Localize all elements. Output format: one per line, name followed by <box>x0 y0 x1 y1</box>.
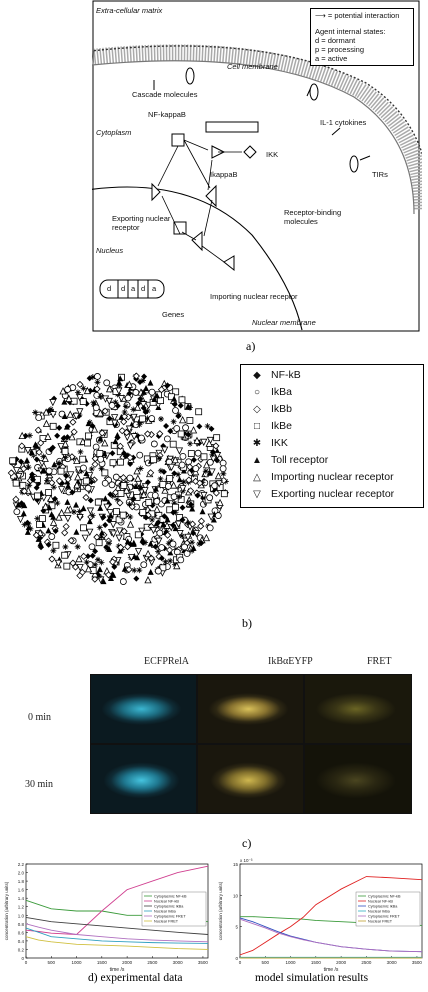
cell-membrane-label: Cell membrane <box>227 62 278 71</box>
agent-glyph <box>125 395 131 401</box>
image-eyfp-30min <box>198 745 303 813</box>
agent-glyph <box>92 461 98 467</box>
agent-glyph <box>165 483 171 489</box>
x-tick-label: 500 <box>47 960 56 965</box>
experimental-chart <box>0 856 214 974</box>
agent-glyph <box>45 527 51 533</box>
legend-symbol-icon: ▲ <box>252 455 262 466</box>
legend-label: Nuclear FRET <box>154 919 179 924</box>
agent-glyph <box>177 476 183 482</box>
agent-glyph <box>141 374 147 380</box>
legend-text: NF-kB <box>271 369 301 381</box>
agent-glyph <box>213 443 219 449</box>
agent-glyph <box>102 480 108 486</box>
nfkb-label: NF-kappaB <box>148 110 186 119</box>
col-header-fret: FRET <box>367 656 392 667</box>
agent-glyph <box>145 551 151 557</box>
agent-glyph <box>108 512 114 518</box>
agent-glyph <box>149 389 155 395</box>
legend-state-processing: p = processing <box>315 45 364 54</box>
agent-glyph <box>26 482 32 488</box>
agent-glyph <box>97 450 103 456</box>
agent-glyph <box>80 525 86 531</box>
microscopy-grid <box>90 674 412 814</box>
agent-glyph <box>20 482 26 488</box>
agent-glyph <box>85 440 91 446</box>
legend-label: Cytoplasmic NF-kB <box>154 894 187 899</box>
agent-glyph <box>50 423 56 429</box>
agent-glyph <box>118 491 124 497</box>
agent-glyph <box>70 419 76 425</box>
image-ecfp-0min <box>91 675 196 743</box>
legend-label: Cytoplasmic FRET <box>154 914 186 919</box>
agent-scatter <box>4 364 234 594</box>
legend-row <box>249 386 292 398</box>
agent-glyph <box>39 516 45 522</box>
x-tick-label: 1500 <box>96 960 107 965</box>
legend-text: IKK <box>271 437 288 449</box>
agent-glyph <box>167 558 173 564</box>
ikappab-label: IkappaB <box>210 170 238 179</box>
cytoplasm-label: Cytoplasm <box>96 128 132 137</box>
legend-symbol-icon: ✱ <box>252 438 262 449</box>
y-tick-label: 0.4 <box>17 938 24 944</box>
y-tick-label: 1.4 <box>17 896 24 902</box>
gene-cell-3: a <box>131 284 136 293</box>
agent-glyph <box>138 435 144 441</box>
agent-glyph <box>43 421 49 427</box>
agent-glyph <box>83 478 89 484</box>
gene-cell-4: d <box>141 284 146 293</box>
panel-b <box>0 356 428 596</box>
panel-c <box>0 648 428 838</box>
legend-state-active: a = active <box>315 54 348 63</box>
x-tick-label: 2000 <box>336 960 347 965</box>
row-label-30min: 30 min <box>25 779 54 790</box>
agent-glyph <box>73 529 79 535</box>
agent-glyph <box>137 452 143 458</box>
agent-glyph <box>109 450 115 456</box>
agent-glyph <box>207 495 213 501</box>
agent-glyph <box>203 535 209 541</box>
agent-glyph <box>149 415 155 421</box>
agent-glyph <box>56 425 62 431</box>
ecm-label: Extra-cellular matrix <box>96 6 163 15</box>
agent-glyph <box>62 552 68 558</box>
agent-glyph <box>172 504 178 510</box>
cascade-label: Cascade molecules <box>132 90 198 99</box>
agent-glyph <box>13 496 19 502</box>
agent-glyph <box>64 563 70 569</box>
legend-symbol-icon: △ <box>253 472 261 483</box>
agent-glyph <box>214 435 220 441</box>
agent-glyph <box>176 448 182 454</box>
y-tick-label: 10 <box>232 893 238 899</box>
agent-glyph <box>207 525 213 531</box>
panel-a-label: a) <box>246 339 256 353</box>
agent-glyph <box>62 544 68 550</box>
y-tick-label: 0.6 <box>17 930 24 936</box>
agent-glyph <box>215 513 221 519</box>
importing-label: Importing nuclear receptor <box>210 292 298 301</box>
agent-glyph <box>113 509 119 515</box>
agent-glyph <box>110 460 116 466</box>
rbm-label-2: molecules <box>284 217 318 226</box>
agent-glyph <box>36 521 42 527</box>
agent-glyph <box>178 403 184 409</box>
x-axis-label: time /s <box>323 967 339 973</box>
agent-glyph <box>178 431 184 437</box>
agent-glyph <box>34 457 40 463</box>
legend-row <box>249 454 328 466</box>
x-tick-label: 2500 <box>361 960 372 965</box>
image-fret-0min <box>305 675 411 743</box>
agent-glyph <box>133 576 139 582</box>
y-tick-label: 1.6 <box>17 887 24 893</box>
agent-glyph <box>136 548 142 554</box>
agent-glyph <box>221 491 227 497</box>
legend-label: Nuclear NF-kB <box>154 899 179 904</box>
y-tick-label: 2.2 <box>17 862 24 867</box>
agent-glyph <box>85 485 91 491</box>
agent-glyph <box>75 474 81 480</box>
agent-glyph <box>187 417 193 423</box>
agent-glyph <box>188 451 194 457</box>
agent-glyph <box>80 465 86 471</box>
agent-glyph <box>155 568 161 574</box>
agent-glyph <box>120 579 126 585</box>
agent-glyph <box>170 541 176 547</box>
agent-glyph <box>64 499 70 505</box>
ikk-label: IKK <box>266 150 279 159</box>
agent-glyph <box>10 458 16 464</box>
agent-glyph <box>186 459 192 465</box>
agent-glyph <box>151 441 157 447</box>
x-tick-label: 3500 <box>197 960 208 965</box>
agent-glyph <box>139 416 145 422</box>
exporting-label-1: Exporting nuclear <box>112 214 171 223</box>
legend-symbol-icon: ◆ <box>253 370 261 381</box>
agent-glyph <box>195 450 201 456</box>
x-tick-label: 3000 <box>172 960 183 965</box>
agent-glyph <box>130 407 136 413</box>
agent-glyph <box>182 544 188 550</box>
agent-glyph <box>135 475 141 481</box>
agent-glyph <box>189 539 195 545</box>
y-tick-label: 15 <box>232 862 238 867</box>
panel-a <box>92 0 422 334</box>
caption-experimental: d) experimental data <box>88 972 183 984</box>
agent-glyph <box>179 397 185 403</box>
agent-glyph <box>102 522 108 528</box>
agent-glyph <box>49 511 55 517</box>
agent-glyph <box>98 456 104 462</box>
agent-glyph <box>63 524 69 530</box>
y-axis-label: concentration (arbitrary units) <box>4 881 9 941</box>
agent-glyph <box>180 505 186 511</box>
agent-glyph <box>73 502 79 508</box>
agent-glyph <box>198 518 204 524</box>
y-tick-label: 1.2 <box>17 904 24 910</box>
agent-glyph <box>135 532 141 538</box>
agent-glyph <box>158 476 164 482</box>
agent-glyph <box>183 425 189 431</box>
agent-glyph <box>116 535 122 541</box>
agent-glyph <box>196 423 202 429</box>
agent-glyph <box>95 557 101 563</box>
image-eyfp-0min <box>198 675 303 743</box>
agent-glyph <box>93 405 99 411</box>
agent-glyph <box>164 436 170 442</box>
agent-glyph <box>200 508 206 514</box>
col-header-ecfp: ECFPRelA <box>144 656 190 667</box>
agent-glyph <box>179 462 185 468</box>
agent-glyph <box>85 433 91 439</box>
agent-glyph <box>143 385 149 391</box>
nucleus-label: Nucleus <box>96 246 124 255</box>
agent-glyph <box>198 523 204 529</box>
legend-label: Cytoplasmic NF-kB <box>368 894 401 899</box>
agent-glyph <box>113 474 119 480</box>
agent-glyph <box>81 505 87 511</box>
y-axis-label: concentration (arbitrary units) <box>218 881 223 941</box>
y-tick-label: 2.0 <box>17 870 24 876</box>
legend-label: Cytoplasmic FRET <box>368 914 400 919</box>
agent-glyph <box>187 441 193 447</box>
panel-b-label: b) <box>242 616 252 630</box>
agent-glyph <box>160 481 166 487</box>
agent-glyph <box>50 548 56 554</box>
agent-glyph <box>82 535 88 541</box>
agent-glyph <box>131 567 137 573</box>
row-label-0min: 0 min <box>28 712 52 723</box>
agent-glyph <box>180 417 186 423</box>
agent-glyph <box>18 516 24 522</box>
agent-glyph <box>96 540 102 546</box>
col-header-eyfp: IkBαEYFP <box>268 656 313 667</box>
x-tick-label: 1000 <box>285 960 296 965</box>
agent-glyph <box>78 449 84 455</box>
agent-glyph <box>75 544 81 550</box>
legend-text: Importing nuclear receptor <box>271 471 394 483</box>
rbm-label-1: Receptor-binding <box>284 208 342 217</box>
legend-row <box>249 369 301 381</box>
legend-label: Nuclear NF-kB <box>368 899 393 904</box>
agent-glyph <box>36 415 42 421</box>
legend-arrow-text: = potential interaction <box>327 11 400 20</box>
y-tick-label: 0.2 <box>17 947 24 953</box>
x-tick-label: 0 <box>24 960 28 965</box>
agent-glyph <box>127 475 133 481</box>
agent-glyph <box>109 482 115 488</box>
agent-glyph <box>65 516 71 522</box>
y-tick-label: 1.8 <box>17 879 24 885</box>
legend-symbol-icon: ○ <box>253 387 261 398</box>
agent-glyph <box>83 494 89 500</box>
x-axis-label: time /s <box>109 967 125 973</box>
agent-glyph <box>89 466 95 472</box>
agent-glyph <box>35 493 41 499</box>
agent-glyph <box>167 475 173 481</box>
agent-glyph <box>171 419 177 425</box>
image-fret-30min <box>305 745 411 813</box>
agent-glyph <box>121 482 127 488</box>
y-tick-label: 0 <box>235 956 238 961</box>
legend-row <box>249 488 394 500</box>
image-ecfp-30min <box>91 745 196 813</box>
agent-glyph <box>104 380 110 386</box>
agent-glyph <box>27 432 33 438</box>
agent-glyph <box>159 544 165 550</box>
arrow-icon: ⟶ <box>315 11 326 20</box>
y-tick-label: 0 <box>21 956 24 961</box>
legend-row <box>249 471 394 483</box>
y-exponent-label: x 10⁻³ <box>240 858 253 863</box>
x-tick-label: 0 <box>238 960 242 965</box>
x-tick-label: 3000 <box>386 960 397 965</box>
legend-row <box>249 403 292 415</box>
legend-text: IkBb <box>271 403 293 415</box>
agent-glyph <box>167 547 173 553</box>
agent-glyph <box>140 509 146 515</box>
agent-glyph <box>67 411 73 417</box>
legend-text: Toll receptor <box>271 454 329 466</box>
y-tick-label: 5 <box>235 924 238 930</box>
agent-glyph <box>141 562 147 568</box>
legend-symbol-icon: □ <box>253 421 261 432</box>
nuclear-membrane-label: Nuclear membrane <box>252 318 316 327</box>
agent-glyph <box>81 553 87 559</box>
agent-glyph <box>163 423 169 429</box>
agent-glyph <box>95 499 101 505</box>
agent-glyph <box>146 499 152 505</box>
agent-glyph <box>54 433 60 439</box>
legend-text: IkBa <box>271 386 293 398</box>
y-tick-label: 0.8 <box>17 921 24 927</box>
x-tick-label: 1000 <box>71 960 82 965</box>
agent-glyph <box>147 380 153 386</box>
agent-glyph <box>148 569 154 575</box>
agent-glyph <box>53 542 59 548</box>
x-tick-label: 2000 <box>122 960 133 965</box>
agent-glyph <box>62 448 68 454</box>
agent-glyph <box>120 512 126 518</box>
agent-glyph <box>196 409 202 415</box>
agent-glyph <box>80 456 86 462</box>
agent-glyph <box>89 544 95 550</box>
legend-label: Cytoplasmic IkBa <box>368 904 398 909</box>
agent-glyph <box>151 457 157 463</box>
legend-text: IkBe <box>271 420 293 432</box>
agent-glyph <box>80 399 86 405</box>
y-tick-label: 1.0 <box>17 913 24 919</box>
agent-glyph <box>170 441 176 447</box>
agent-glyph <box>220 466 226 472</box>
agent-glyph <box>13 480 19 486</box>
exporting-label-2: receptor <box>112 223 140 232</box>
legend-symbol-icon: ◇ <box>253 404 261 415</box>
x-tick-label: 2500 <box>147 960 158 965</box>
agent-glyph <box>117 500 123 506</box>
agent-glyph <box>46 490 52 496</box>
legend-row <box>249 420 292 432</box>
tirs-label: TIRs <box>372 170 388 179</box>
x-tick-label: 1500 <box>310 960 321 965</box>
agent-glyph <box>193 466 199 472</box>
agent-glyph <box>21 510 27 516</box>
agent-glyph <box>145 577 151 583</box>
agent-glyph <box>152 492 158 498</box>
gene-cell-2: d <box>121 284 126 293</box>
agent-glyph <box>154 498 160 504</box>
caption-simulation: model simulation results <box>255 972 369 984</box>
legend-label: Nuclear IkBa <box>368 909 390 914</box>
agent-glyph <box>173 408 179 414</box>
agent-glyph <box>65 386 71 392</box>
il1-label: IL-1 cytokines <box>320 118 367 127</box>
agent-glyph <box>110 522 116 528</box>
gene-cell-5: a <box>152 284 157 293</box>
simulation-chart <box>214 856 428 974</box>
agent-glyph <box>191 427 197 433</box>
agent-glyph <box>62 530 68 536</box>
legend-states-title: Agent internal states: <box>315 27 386 36</box>
agent-glyph <box>178 557 184 563</box>
agent-glyph <box>201 439 207 445</box>
agent-glyph <box>94 373 100 379</box>
x-tick-label: 500 <box>261 960 270 965</box>
agent-glyph <box>97 505 103 511</box>
x-tick-label: 3500 <box>411 960 422 965</box>
agent-glyph <box>49 556 55 562</box>
agent-glyph <box>201 454 207 460</box>
legend-text: Exporting nuclear receptor <box>271 488 395 500</box>
agent-glyph <box>50 399 56 405</box>
agent-glyph <box>117 459 123 465</box>
genes-label: Genes <box>162 310 185 319</box>
legend-label: Nuclear FRET <box>368 919 393 924</box>
panel-b-legend <box>240 364 424 508</box>
agent-glyph <box>180 453 186 459</box>
legend-row <box>249 437 288 449</box>
agent-glyph <box>122 409 128 415</box>
agent-glyph <box>99 559 105 565</box>
legend-symbol-icon: ▽ <box>253 489 261 500</box>
agent-glyph <box>87 529 93 535</box>
agent-glyph <box>209 426 215 432</box>
panel-c-label: c) <box>242 836 252 850</box>
legend-label: Nuclear IkBa <box>154 909 176 914</box>
gene-cell-1: d <box>107 284 112 293</box>
agent-glyph <box>14 509 20 515</box>
agent-glyph <box>102 470 108 476</box>
agent-glyph <box>128 521 134 527</box>
agent-glyph <box>94 379 100 385</box>
legend-state-dormant: d = dormant <box>315 36 356 45</box>
agent-glyph <box>58 468 64 474</box>
agent-glyph <box>158 398 164 404</box>
agent-glyph <box>158 416 164 422</box>
agent-glyph <box>49 534 55 540</box>
legend-label: Cytoplasmic IkBa <box>154 904 184 909</box>
